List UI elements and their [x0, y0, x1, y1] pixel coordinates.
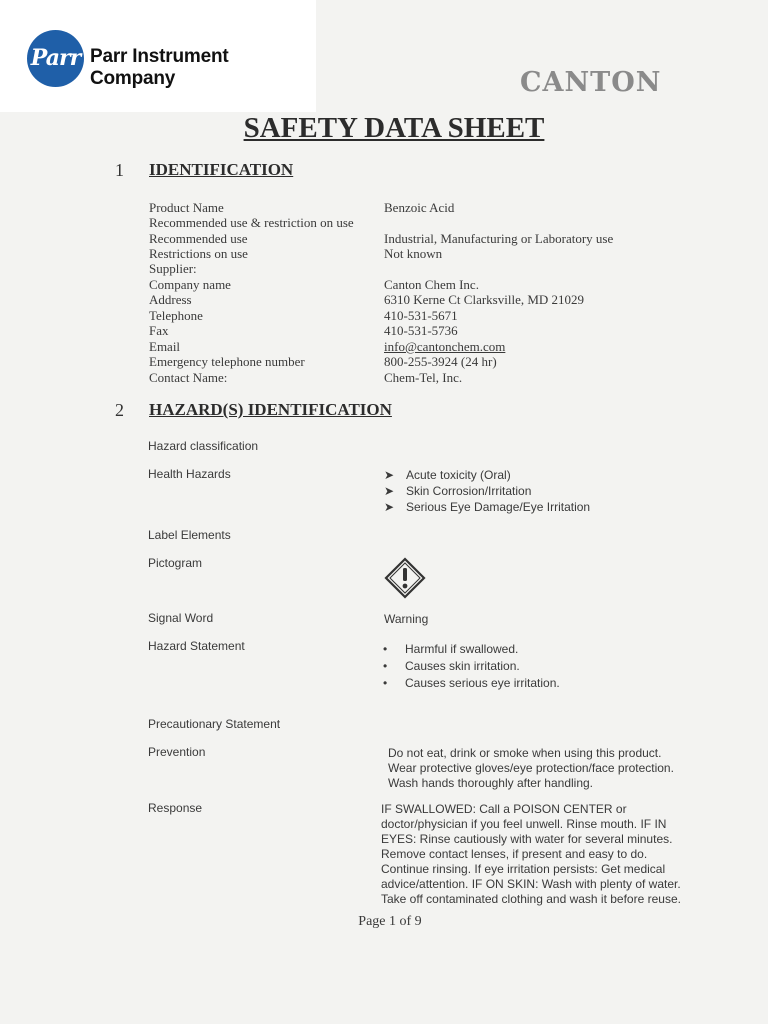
id-value: 800-255-3924 (24 hr) [384, 354, 497, 369]
label-elements-heading: Label Elements [148, 528, 231, 542]
text-line: Wash hands thoroughly after handling. [388, 776, 594, 790]
text-line: EYES: Rinse cautiously with water for several minutes. [381, 832, 673, 846]
arrow-bullet-icon: ➤ [384, 500, 395, 514]
signal-word-value: Warning [384, 612, 429, 626]
id-value: Chem-Tel, Inc. [384, 370, 463, 385]
id-value: Industrial, Manufacturing or Laboratory use [384, 231, 614, 246]
hazard-statement-label: Hazard Statement [148, 639, 245, 653]
id-label: Emergency telephone number [149, 354, 305, 369]
id-label: Recommended use [149, 231, 248, 246]
id-label: Recommended use & restriction on use [149, 215, 354, 230]
id-value: 6310 Kerne Ct Clarksville, MD 21029 [384, 292, 585, 307]
parr-logo [0, 0, 316, 112]
section-number: 2 [115, 400, 124, 420]
parr-emblem: Parr [27, 30, 84, 87]
signal-word-label: Signal Word [148, 611, 214, 625]
id-value: Benzoic Acid [384, 200, 455, 215]
page-number: Page 1 of 9 [358, 914, 422, 929]
hazard-classification-label: Hazard classification [148, 439, 259, 453]
text-line: advice/attention. IF ON SKIN: Wash with plenty of water. [381, 877, 681, 891]
bullet-dot-icon: • [383, 676, 388, 690]
id-label: Fax [149, 323, 169, 338]
id-value: 410-531-5736 [384, 323, 458, 338]
section-heading-identification: IDENTIFICATION [149, 160, 294, 179]
parr-company-name: Parr Instrument Company [90, 46, 229, 89]
precautionary-statement-label: Precautionary Statement [148, 717, 281, 731]
prevention-label: Prevention [148, 745, 206, 759]
text-line: Wear protective gloves/eye protection/face protection. [388, 761, 674, 775]
id-label: Email [149, 339, 181, 354]
id-label: Product Name [149, 200, 224, 215]
document-title: SAFETY DATA SHEET [243, 112, 545, 144]
id-label: Telephone [149, 308, 203, 323]
pictogram-label: Pictogram [148, 556, 203, 570]
id-label: Supplier: [149, 261, 197, 276]
text-line: Do not eat, drink or smoke when using this product. [388, 746, 662, 760]
section-number: 1 [115, 160, 124, 180]
response-text [381, 802, 681, 907]
id-label: Contact Name: [149, 370, 228, 385]
text-line: doctor/physician if you feel unwell. Rinse mouth. IF IN [381, 817, 667, 831]
id-label: Restrictions on use [149, 246, 248, 261]
prevention-text [388, 746, 674, 791]
health-hazards-label: Health Hazards [148, 467, 231, 481]
arrow-bullet-icon: ➤ [384, 484, 395, 498]
exclamation-mark-diamond-icon [384, 557, 426, 599]
arrow-bullet-icon: ➤ [384, 468, 395, 482]
id-label: Address [149, 292, 192, 307]
text-line: Take off contaminated clothing and wash it before reuse. [381, 892, 681, 906]
id-value: Canton Chem Inc. [384, 277, 479, 292]
canton-logo: CANTON [520, 67, 662, 98]
id-label: Company name [149, 277, 231, 292]
id-value: Not known [384, 246, 443, 261]
bullet-dot-icon: • [383, 642, 388, 656]
id-value: 410-531-5671 [384, 308, 458, 323]
text-line: Continue rinsing. If eye irritation persists: Get medical [381, 862, 666, 876]
response-label: Response [148, 801, 203, 815]
section-heading-hazards: HAZARD(S) IDENTIFICATION [149, 400, 392, 419]
bullet-dot-icon: • [383, 659, 388, 673]
email-link[interactable]: info@cantonchem.com [384, 339, 506, 354]
text-line: Remove contact lenses, if present and easy to do. [381, 847, 648, 861]
text-line: IF SWALLOWED: Call a POISON CENTER or [381, 802, 627, 816]
